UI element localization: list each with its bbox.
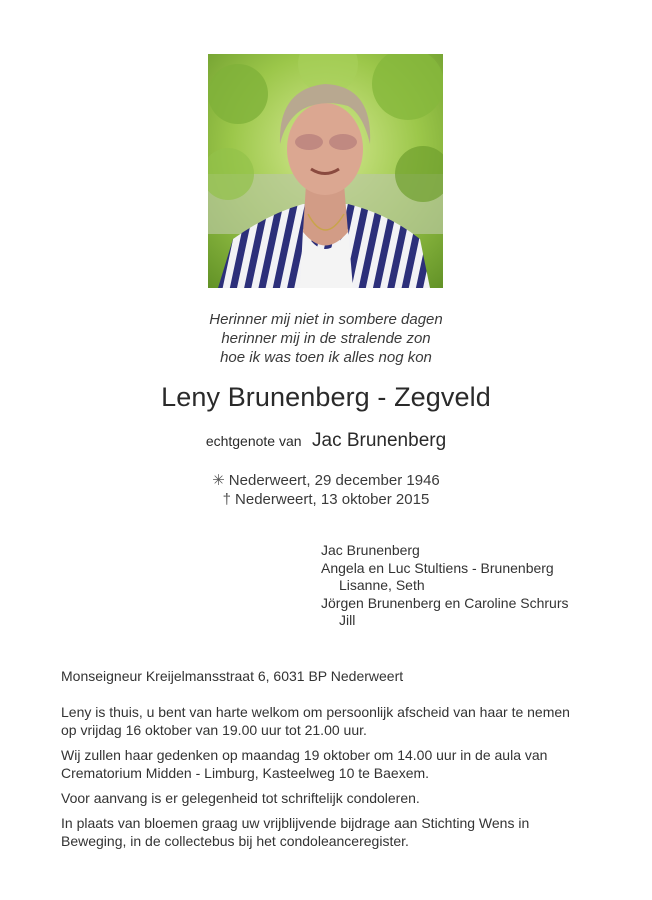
verse-line: hoe ik was toen ik alles nog kon bbox=[220, 349, 432, 366]
birth-line bbox=[0, 471, 652, 490]
paragraph-line: Leny is thuis, u bent van harte welkom om persoonlijk afscheid van haar te nemen bbox=[61, 704, 570, 720]
family-member: Jörgen Brunenberg en Caroline Schrurs bbox=[321, 594, 569, 611]
paragraph-line: Wij zullen haar gedenken op maandag 19 oktober om 14.00 uur in de aula van bbox=[61, 747, 548, 763]
spouse-name: Jac Brunenberg bbox=[312, 430, 447, 451]
paragraph-line: In plaats van bloemen graag uw vrijblijvende bijdrage aan Stichting Wens in bbox=[61, 815, 530, 831]
family-member: Jac Brunenberg bbox=[321, 542, 420, 558]
verse-line: herinner mij in de stralende zon bbox=[221, 330, 431, 347]
paragraph-line: Crematorium Midden - Limburg, Kasteelweg 10 te Baexem. bbox=[61, 765, 430, 781]
home-address: Monseigneur Kreijelmansstraat 6, 6031 BP Nederweert bbox=[61, 668, 404, 684]
death-line bbox=[0, 490, 652, 509]
death-text: Nederweert, 13 oktober 2015 bbox=[235, 491, 430, 508]
family-member-grandchildren: Lisanne, Seth bbox=[339, 577, 425, 593]
birth-text: Nederweert, 29 december 1946 bbox=[228, 472, 440, 489]
life-dates bbox=[0, 471, 652, 509]
deceased-name: Leny Brunenberg - Zegveld bbox=[161, 382, 491, 412]
death-cross-icon: † bbox=[222, 491, 232, 508]
paragraph-line: Beweging, in de collectebus bij het condoleanceregister. bbox=[61, 833, 409, 849]
portrait-photo bbox=[208, 54, 443, 288]
family-list bbox=[321, 542, 568, 630]
condolence-paragraph bbox=[61, 789, 601, 807]
verse-line: Herinner mij niet in sombere dagen bbox=[209, 311, 443, 328]
family-member-grandchildren: Jill bbox=[339, 612, 356, 628]
donation-paragraph bbox=[61, 814, 601, 850]
visitation-paragraph bbox=[61, 703, 601, 739]
memorial-verse bbox=[0, 310, 652, 367]
paragraph-line: Voor aanvang is er gelegenheid tot schriftelijk condoleren. bbox=[61, 790, 420, 806]
spouse-prefix: echtgenote van bbox=[205, 433, 302, 449]
memorial-service-paragraph bbox=[61, 746, 601, 782]
paragraph-line: op vrijdag 16 oktober van 19.00 uur tot 21.00 uur. bbox=[61, 722, 367, 738]
spouse-line bbox=[0, 430, 652, 452]
family-member: Angela en Luc Stultiens - Brunenberg bbox=[321, 559, 554, 576]
birth-star-icon: ✳ bbox=[212, 472, 225, 489]
